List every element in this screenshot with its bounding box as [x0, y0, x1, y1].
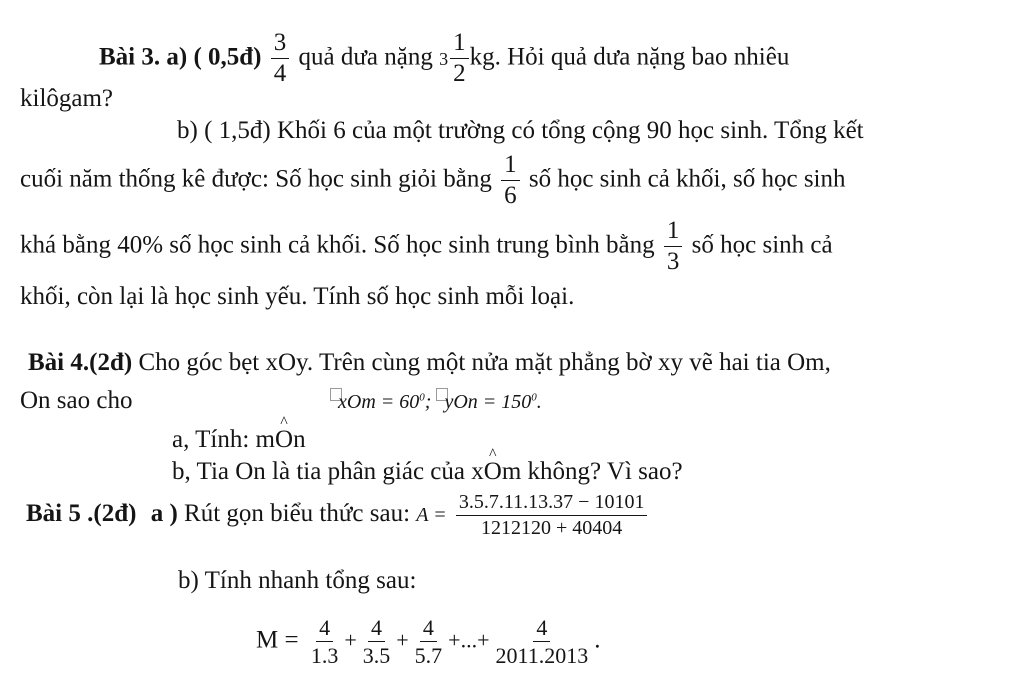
bai3-label: Bài 3. [99, 43, 161, 71]
bai3-part-a-label: a) ( 0,5đ) [166, 43, 262, 71]
sum-term: $\frac{4}{1.3}$ [310, 615, 339, 669]
bai3-part-b-line2: cuối năm thống kê được: Số học sinh giỏi bằng $\frac{1}{6}$ số học sinh cả khối, số học sinh [20, 151, 846, 210]
bai3-part-b-line3: khá bằng 40% số học sinh cả khối. Số học sinh trung bình bằng $\frac{1}{3}$ số học sinh cả [20, 217, 833, 276]
bai4-line2: On sao cho [20, 387, 133, 414]
bai4-angle-equation: xOm = $60^0$; yOn = $150^0$. [330, 392, 542, 412]
bai4-part-b: b, Tia On là tia phân giác của x^ Om không? Vì sao? [172, 459, 683, 484]
bai5-line1: Bài 5 .(2đ) a ) Rút gọn biểu thức sau: A = $\frac{3.5.7.11.13.37 - 10101}{1212120 + 40404}$ [26, 492, 650, 539]
sum-term: $\frac{4}{3.5}$ [362, 615, 391, 669]
bai4-line1: Bài 4.(2đ) Cho góc bẹt xOy. Trên cùng một nửa mặt phẳng bờ xy vẽ hai tia Om, [28, 349, 831, 376]
sum-term: $\frac{4}{5.7}$ [414, 615, 443, 669]
bai3-text-a2: kg. Hỏi quả dưa nặng bao nhiêu [469, 43, 790, 71]
bai3-part-b-line4: khối, còn lại là học sinh yếu. Tính số học sinh mỗi loại. [20, 283, 575, 310]
mixed-number: 3 $\frac{1}{2}$ [439, 30, 470, 88]
bai5-part-b: b) Tính nhanh tổng sau: [178, 567, 417, 594]
bai5-label: Bài 5 .(2đ) [26, 500, 137, 528]
sum-term-last: $\frac{4}{2011.2013}$ [495, 615, 589, 669]
bai4-label: Bài 4.(2đ) [28, 349, 133, 376]
bai5-part-a-label: a ) [150, 500, 178, 528]
fraction-1-6: $\frac{1}{6}$ [501, 152, 520, 210]
var-a: A = [416, 504, 447, 527]
fraction-a-expression: $\frac{3.5.7.11.13.37 - 10101}{1212120 + 40404}$ [456, 492, 648, 539]
bai5-sum-formula: M = $\frac{4}{1.3}$ + $\frac{4}{3.5}$ + $\frac{4}{5.7}$ +...+ $\frac{4}{2011.2013}$ . [256, 615, 601, 669]
bai3-line2: kilôgam? [20, 85, 114, 112]
fraction-3-4: $\frac{3}{4}$ [271, 30, 290, 88]
bai3-line1 [99, 30, 789, 88]
fraction-1-3: $\frac{1}{3}$ [664, 218, 683, 276]
bai3-text-a1: quả dưa nặng [298, 43, 433, 71]
bai4-part-a: a, Tính: m^ On [172, 427, 306, 452]
bai3-part-b-line1: b) ( 1,5đ) Khối 6 của một trường có tổng cộng 90 học sinh. Tổng kết [177, 117, 864, 144]
